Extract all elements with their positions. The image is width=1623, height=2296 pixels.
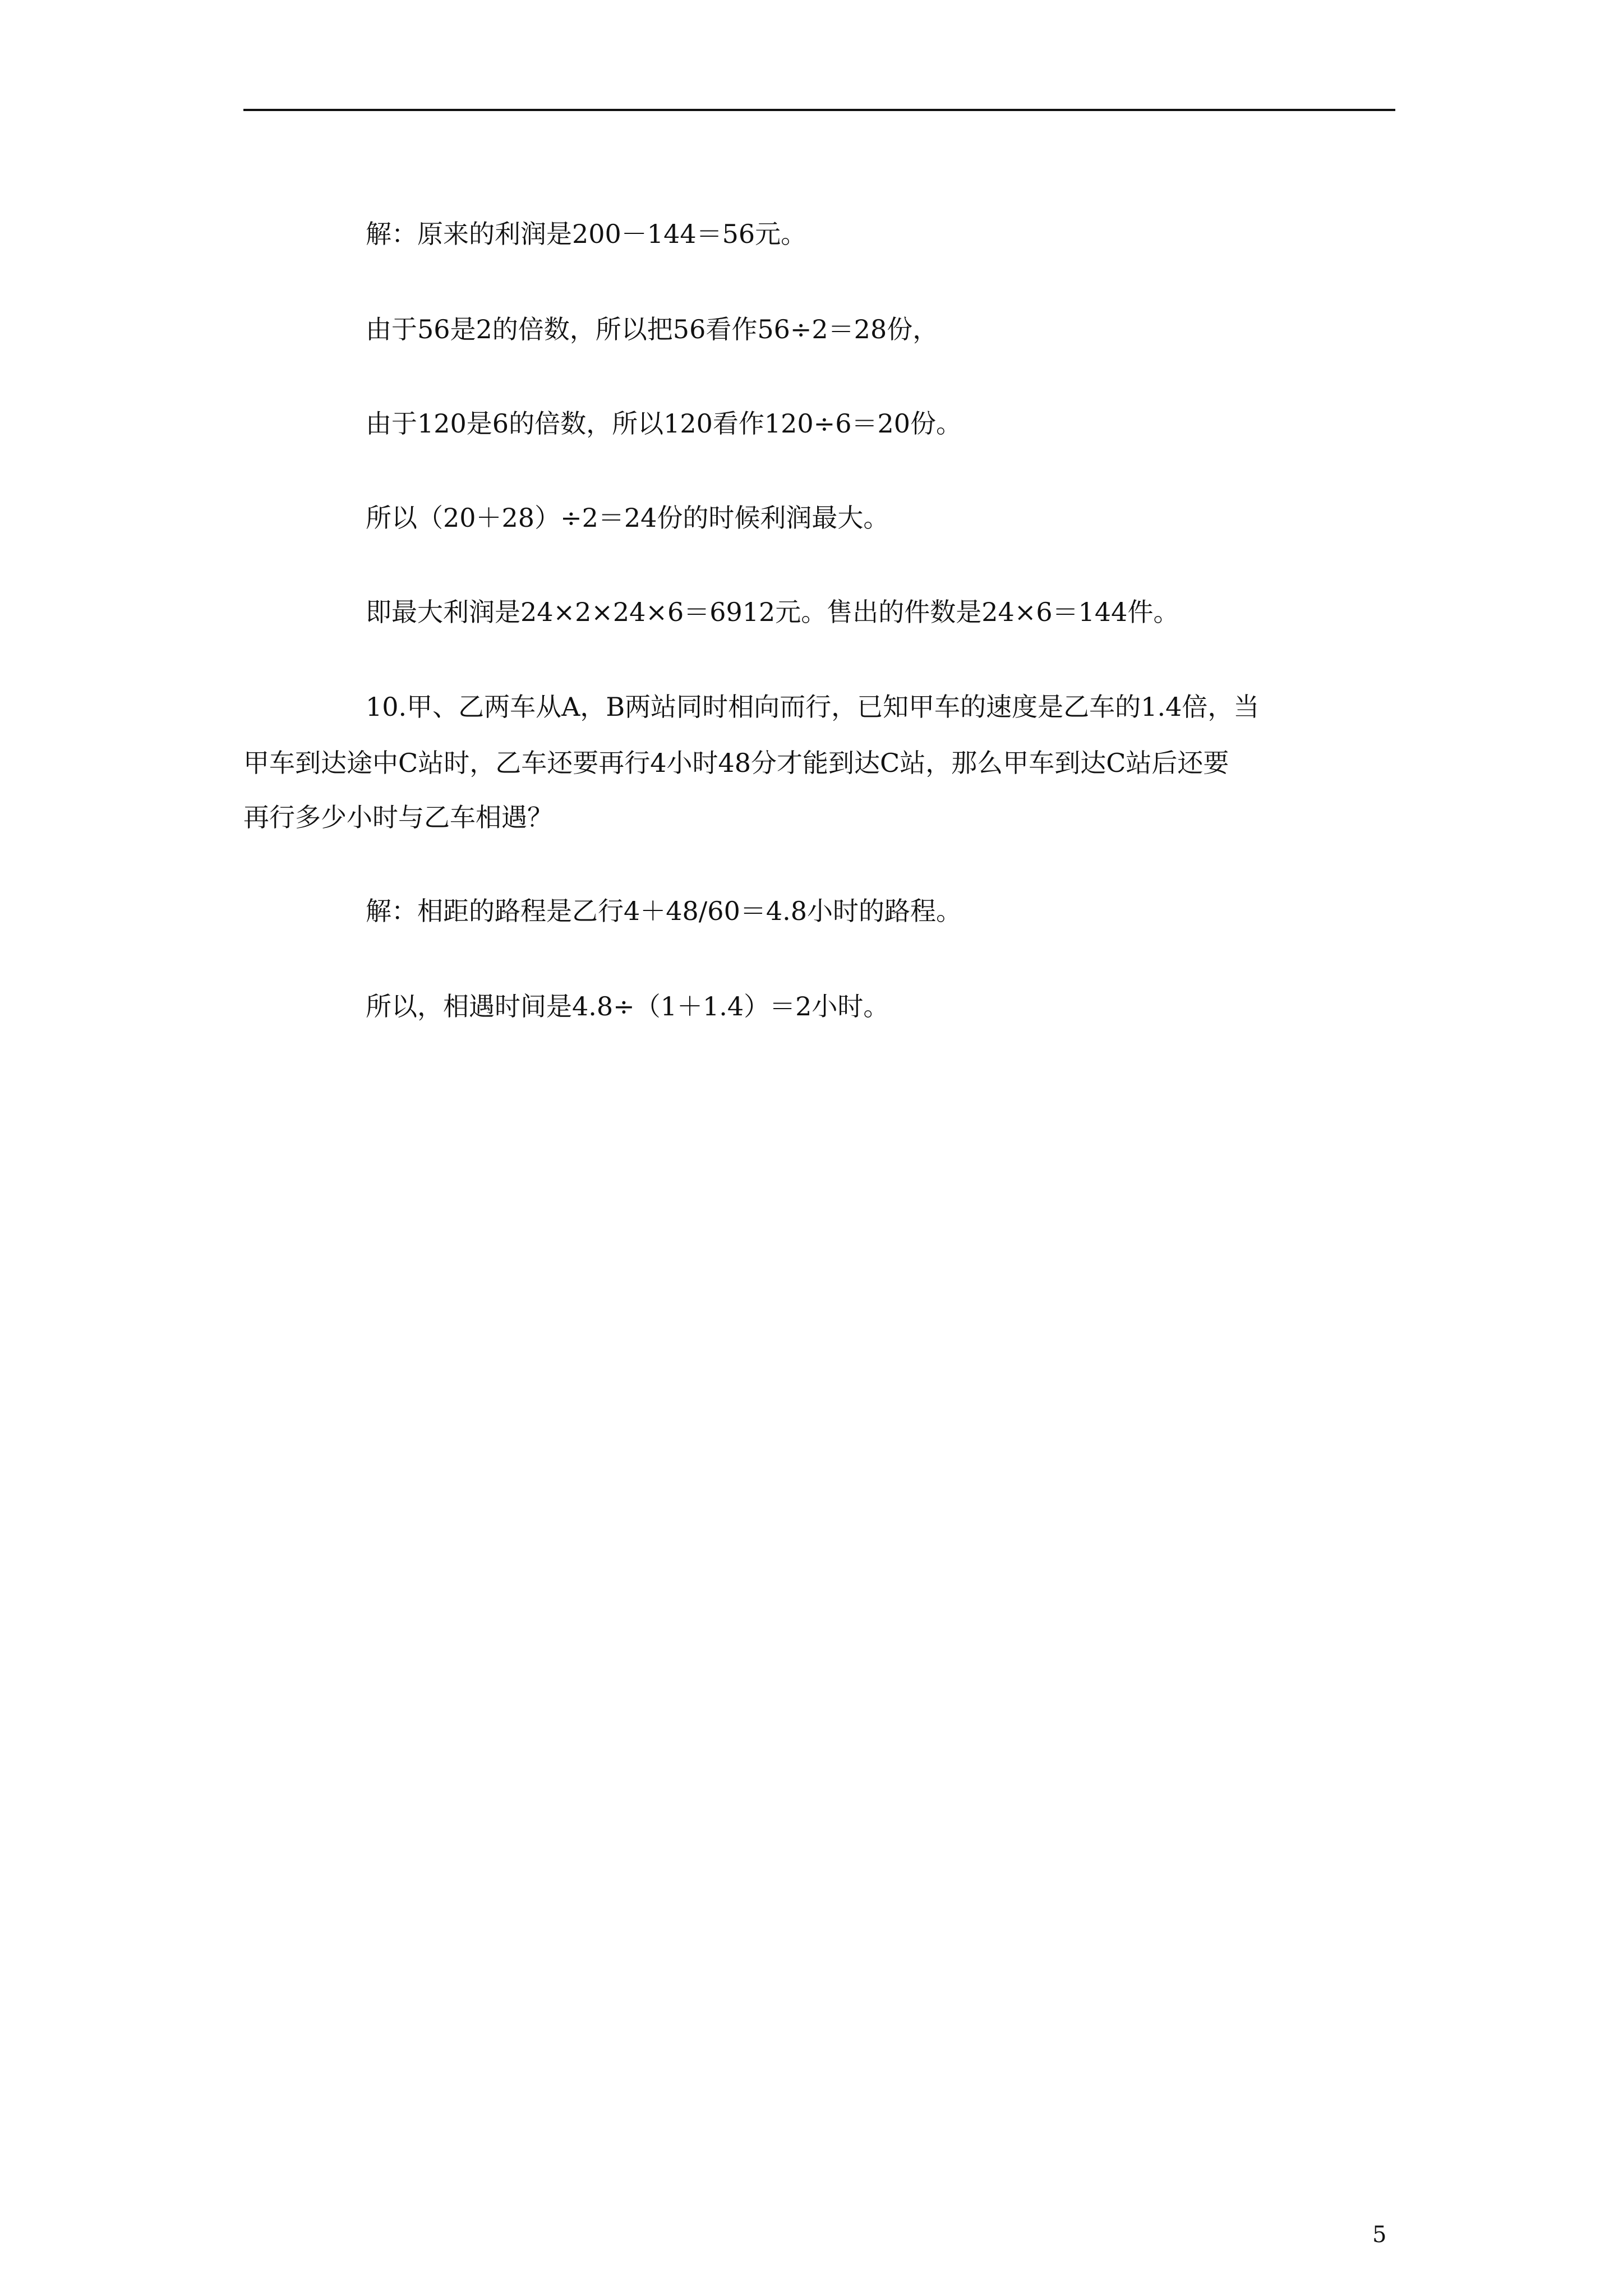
solution-line-3: 由于120是6的倍数，所以120看作120÷6＝20份。: [366, 408, 962, 439]
solution-line-2: 由于56是2的倍数，所以把56看作56÷2＝28份，: [366, 314, 939, 344]
answer-10-line-2: 所以，相遇时间是4.8÷（1＋1.4）＝2小时。: [366, 991, 889, 1022]
question-10-line-2: 甲车到达途中C站时，乙车还要再行4小时48分才能到达C站，那么甲车到达C站后还要: [243, 748, 1229, 778]
question-10-line-3: 再行多少小时与乙车相遇？: [243, 802, 553, 832]
page-number: 5: [1372, 2222, 1387, 2248]
answer-10-line-1: 解：相距的路程是乙行4＋48/60＝4.8小时的路程。: [366, 896, 962, 926]
solution-line-4: 所以（20＋28）÷2＝24份的时候利润最大。: [366, 503, 889, 533]
header-rule: [243, 109, 1395, 111]
solution-line-5: 即最大利润是24×2×24×6＝6912元。售出的件数是24×6＝144件。: [366, 597, 1179, 627]
solution-line-1: 解：原来的利润是200－144＝56元。: [366, 219, 807, 249]
question-10-line-1: 10.甲、乙两车从A，B两站同时相向而行，已知甲车的速度是乙车的1.4倍，当: [366, 692, 1260, 722]
